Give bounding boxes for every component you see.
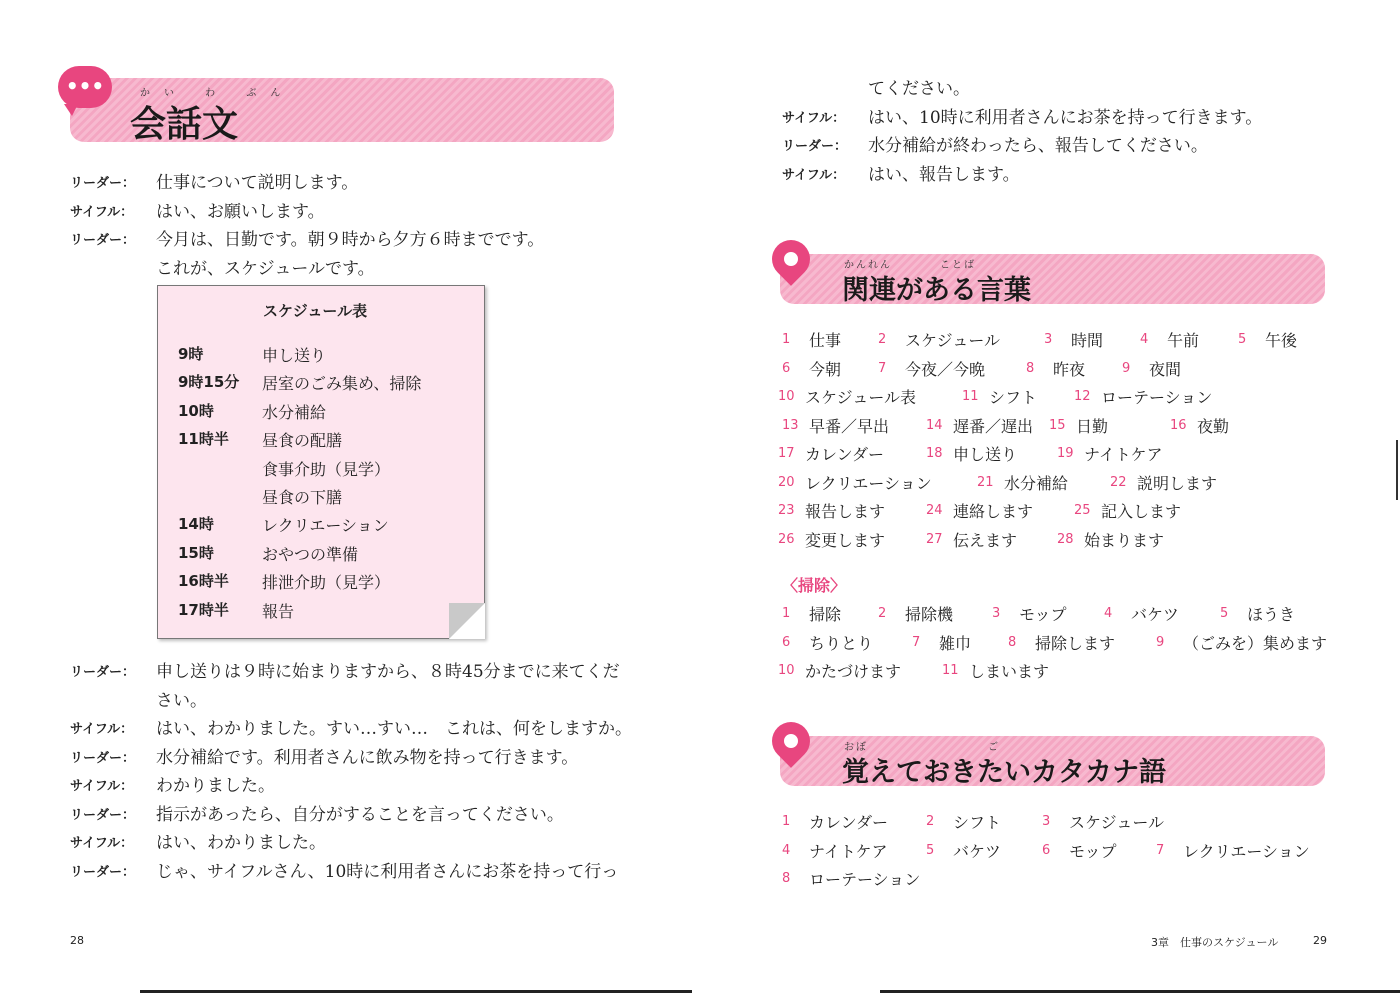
vocab-word: ほうき — [1247, 605, 1296, 624]
schedule-title: スケジュール表 — [263, 302, 368, 320]
vocab-number: 11 — [942, 663, 959, 678]
schedule-task: 居室のごみ集め、掃除 — [262, 374, 422, 394]
vocab-word: 午前 — [1167, 331, 1200, 350]
schedule-task: おやつの準備 — [262, 544, 359, 564]
katakana-title-ruby: おぼ ご — [844, 742, 1000, 753]
vocab-number: 4 — [1140, 332, 1149, 347]
vocab-number: 5 — [1220, 606, 1229, 621]
vocab-number: 22 — [1110, 474, 1127, 490]
vocab-number: 25 — [1074, 503, 1091, 518]
schedule-time: 9時15分 — [178, 373, 240, 392]
footer-rule-right — [880, 990, 1400, 993]
utterance-text: 指示があったら、自分がすることを言ってください。 — [156, 804, 564, 825]
dialog-title: 会話文 — [130, 104, 239, 145]
vocab-word: カレンダー — [809, 813, 888, 832]
edge-mark — [1396, 440, 1398, 500]
schedule-task: 昼食の下膳 — [262, 488, 343, 507]
vocab-word: 掃除機 — [905, 605, 954, 624]
vocab-word: 雑巾 — [939, 633, 972, 653]
vocab-number: 23 — [778, 503, 795, 518]
utterance-text: これが、スケジュールです。 — [156, 259, 375, 280]
vocab-number: 13 — [782, 417, 799, 433]
vocab-word: 申し送り — [953, 445, 1018, 464]
schedule-task: 食事介助（見学） — [262, 459, 391, 479]
vocab-number: 10 — [778, 663, 795, 678]
utterance-text: 水分補給です。利用者さんに飲み物を持って行きます。 — [156, 747, 579, 768]
vocab-word: スケジュール表 — [805, 388, 917, 407]
vocab-number: 8 — [1008, 634, 1017, 650]
schedule-task: 申し送り — [262, 346, 327, 365]
utterance-text: 仕事について説明します。 — [156, 173, 359, 193]
vocab-number: 7 — [878, 360, 887, 376]
vocab-number: 10 — [778, 389, 795, 404]
vocab-number: 27 — [926, 531, 943, 547]
utterance-text: はい、わかりました。すい…すい… これは、何をしますか。 — [156, 719, 632, 739]
vocab-number: 14 — [926, 417, 943, 433]
vocab-word: モップ — [1069, 841, 1117, 861]
utterance-text: てください。 — [868, 79, 970, 99]
vocab-number: 2 — [878, 606, 887, 621]
schedule-time: 11時半 — [178, 430, 229, 449]
schedule-task: レクリエーション — [262, 516, 389, 536]
vocab-word: 夜間 — [1149, 359, 1182, 379]
speaker-label: サイフル： — [70, 779, 134, 794]
vocab-word: 掃除 — [809, 605, 842, 624]
speaker-label: リーダー： — [70, 750, 136, 766]
schedule-task: 昼食の配膳 — [262, 431, 343, 451]
schedule-time: 10時 — [178, 401, 214, 420]
vocab-number: 12 — [1074, 389, 1091, 404]
vocab-word: モップ — [1019, 605, 1067, 624]
vocab-number: 7 — [1156, 842, 1165, 858]
utterance-text: はい、お願いします。 — [156, 201, 325, 222]
vocab-word: （ごみを）集めます — [1183, 633, 1328, 653]
vocab-number: 1 — [782, 606, 791, 621]
vocab-word: シフト — [989, 388, 1038, 407]
vocab-word: かたづけます — [805, 662, 902, 681]
vocab-number: 3 — [1044, 332, 1053, 347]
vocab-number: 5 — [926, 842, 935, 858]
vocab-number: 4 — [1104, 606, 1113, 621]
speaker-label: リーダー： — [70, 864, 136, 880]
vocab-word: ナイトケア — [809, 841, 888, 861]
vocab-number: 2 — [926, 814, 935, 829]
vocab-word: 始まります — [1084, 530, 1165, 550]
vocab-number: 11 — [962, 389, 979, 404]
vocab-number: 26 — [778, 531, 795, 547]
vocab-word: 夜勤 — [1197, 416, 1230, 436]
vocab-word: 水分補給 — [1004, 473, 1069, 493]
utterance-text: 申し送りは９時に始まりますから、８時45分までに来てくだ — [156, 662, 620, 682]
vocab-word: 伝えます — [953, 530, 1018, 550]
vocab-number: 5 — [1238, 332, 1247, 347]
vocab-word: レクリエーション — [1183, 841, 1310, 861]
vocab-word: バケツ — [953, 841, 1001, 861]
vocab-number: 19 — [1057, 446, 1074, 461]
vocab-word: 日勤 — [1076, 416, 1109, 436]
dialog-title-ruby: かい わ ぶん — [140, 88, 295, 99]
utterance-text: はい、10時に利用者さんにお茶を持って行きます。 — [868, 107, 1263, 128]
speaker-label: サイフル： — [782, 168, 846, 184]
vocab-word: 掃除します — [1035, 633, 1116, 653]
vocab-word: しまいます — [969, 662, 1050, 681]
vocab-word: シフト — [953, 813, 1002, 832]
utterance-text: はい、わかりました。 — [156, 833, 326, 853]
schedule-time: 17時半 — [178, 600, 229, 619]
schedule-task: 排泄介助（見学） — [262, 573, 391, 593]
utterance-text: わかりました。 — [156, 776, 275, 796]
vocab-word: ローテーション — [809, 870, 921, 889]
page-curl-fold — [449, 603, 485, 639]
page-number-right: 29 — [1313, 934, 1327, 947]
cleaning-heading: 〈掃除〉 — [782, 576, 847, 595]
schedule-time: 15時 — [178, 543, 214, 562]
vocab-number: 4 — [782, 842, 791, 858]
vocab-number: 9 — [1122, 360, 1131, 376]
vocab-number: 18 — [926, 446, 943, 461]
speaker-label: サイフル： — [70, 836, 134, 851]
speaker-label: サイフル： — [70, 722, 134, 737]
vocab-word: カレンダー — [805, 445, 884, 464]
vocab-number: 17 — [778, 446, 795, 461]
speaker-label: リーダー： — [70, 176, 136, 191]
vocab-number: 15 — [1049, 417, 1066, 433]
vocab-number: 6 — [782, 360, 791, 376]
vocab-word: ローテーション — [1101, 388, 1213, 407]
vocab-word: 変更します — [805, 530, 886, 550]
vocab-number: 16 — [1170, 417, 1187, 433]
katakana-title: 覚えておきたいカタカナ語 — [842, 757, 1166, 788]
schedule-time: 14時 — [178, 515, 214, 534]
vocab-number: 2 — [878, 332, 887, 347]
vocab-number: 8 — [1026, 360, 1035, 376]
footer-rule-left — [140, 990, 692, 993]
page-number-left: 28 — [70, 934, 84, 947]
schedule-note — [157, 285, 485, 639]
schedule-time: 9時 — [178, 345, 204, 363]
utterance-text: 水分補給が終わったら、報告してください。 — [868, 136, 1208, 157]
vocab-word: スケジュール — [1069, 813, 1165, 832]
related-title: 関連がある言葉 — [842, 275, 1031, 306]
vocab-word: 午後 — [1265, 331, 1298, 350]
speaker-label: リーダー： — [70, 807, 136, 823]
utterance-text: はい、報告します。 — [868, 165, 1020, 186]
vocab-number: 3 — [992, 606, 1001, 621]
vocab-number: 6 — [1042, 842, 1051, 858]
speaker-label: リーダー： — [782, 139, 848, 155]
vocab-number: 1 — [782, 814, 791, 829]
utterance-text: さい。 — [156, 690, 207, 711]
vocab-word: 説明します — [1137, 473, 1218, 493]
vocab-word: ナイトケア — [1084, 445, 1163, 464]
vocab-word: 今夜／今晩 — [905, 359, 986, 379]
vocab-word: レクリエーション — [805, 473, 932, 493]
vocab-word: 報告します — [805, 502, 886, 521]
speaker-label: サイフル： — [70, 204, 134, 220]
speech-bubble-icon: ••• — [58, 66, 112, 108]
vocab-number: 7 — [912, 634, 921, 650]
vocab-number: 21 — [977, 474, 994, 490]
vocab-number: 28 — [1057, 531, 1074, 547]
speaker-label: サイフル： — [782, 110, 846, 126]
chapter-label: 3章 仕事のスケジュール — [1151, 936, 1279, 949]
vocab-word: 連絡します — [953, 502, 1034, 521]
vocab-word: ちりとり — [809, 633, 874, 653]
related-title-ruby: かんれん ことば — [844, 260, 976, 271]
vocab-word: バケツ — [1131, 605, 1179, 624]
vocab-word: 記入します — [1101, 502, 1182, 521]
vocab-number: 6 — [782, 634, 791, 650]
schedule-time: 16時半 — [178, 572, 229, 591]
vocab-number: 20 — [778, 474, 795, 490]
vocab-number: 24 — [926, 503, 943, 518]
vocab-number: 1 — [782, 332, 791, 347]
vocab-number: 8 — [782, 871, 791, 886]
utterance-text: 今月は、日勤です。朝９時から夕方６時までです。 — [156, 230, 545, 251]
vocab-word: 時間 — [1071, 331, 1104, 350]
vocab-word: 昨夜 — [1053, 359, 1086, 379]
vocab-word: 遅番／遅出 — [953, 416, 1034, 436]
vocab-word: スケジュール — [905, 331, 1001, 350]
speaker-label: リーダー： — [70, 665, 136, 680]
utterance-text: じゃ、サイフルさん、10時に利用者さんにお茶を持って行っ — [156, 861, 619, 882]
vocab-word: 仕事 — [809, 331, 842, 350]
schedule-task: 報告 — [262, 601, 295, 621]
vocab-word: 今朝 — [809, 359, 842, 379]
vocab-word: 早番／早出 — [809, 416, 890, 436]
schedule-task: 水分補給 — [262, 402, 327, 422]
vocab-number: 3 — [1042, 814, 1051, 829]
vocab-number: 9 — [1156, 634, 1165, 650]
speaker-label: リーダー： — [70, 233, 136, 249]
